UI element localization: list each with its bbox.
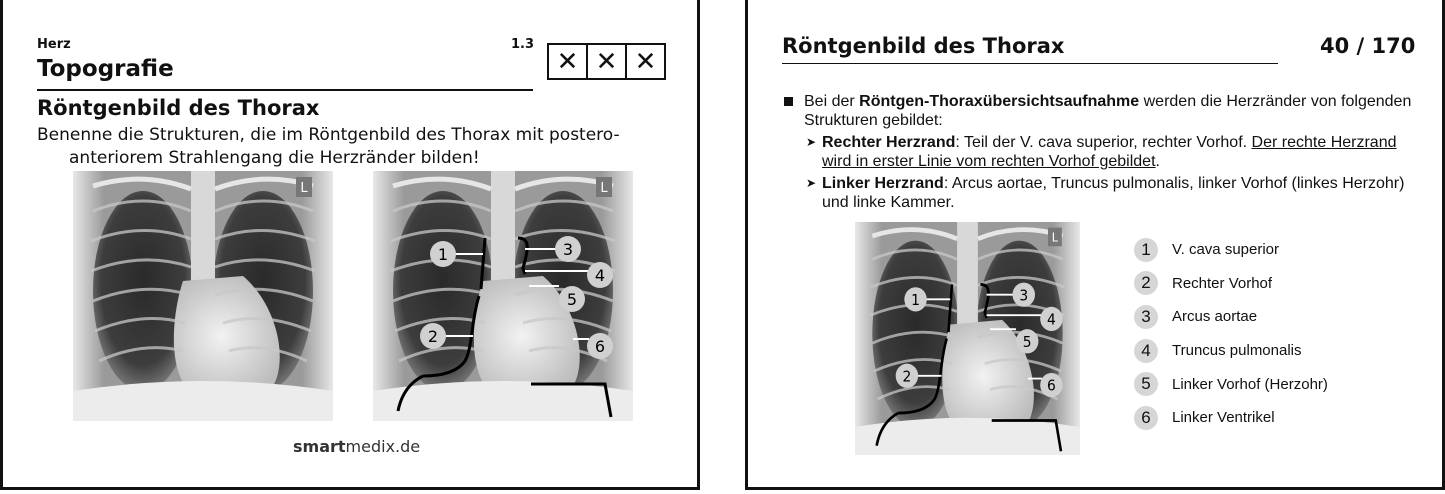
title-divider <box>782 63 1278 64</box>
side-marker: L <box>600 181 608 196</box>
brand-footer <box>293 437 420 456</box>
legend-item <box>1134 401 1328 435</box>
xray-image-annotated <box>373 171 633 421</box>
legend-number-badge: 6 <box>1134 406 1158 430</box>
topic-divider <box>37 89 533 91</box>
structure-legend <box>1134 233 1328 435</box>
answer-text <box>784 92 1424 212</box>
xray-image-plain <box>73 171 333 421</box>
card-number: 1.3 <box>511 37 535 52</box>
svg-text:5: 5 <box>1022 334 1032 352</box>
legend-number-badge: 2 <box>1134 271 1158 295</box>
legend-item <box>1134 367 1328 401</box>
flashcard-front <box>0 0 700 490</box>
progress-marks <box>547 43 666 80</box>
callout-1: 1 <box>437 245 449 264</box>
legend-number-badge: 4 <box>1134 339 1158 363</box>
svg-text:3: 3 <box>1019 287 1029 305</box>
card-counter: 40 / 170 <box>1320 34 1416 58</box>
legend-label: Linker Ventrikel <box>1172 409 1275 427</box>
arrow-bullet-icon: ➤ <box>806 176 817 190</box>
xray-image-annotated-answer <box>855 222 1080 455</box>
bullet-square-icon <box>784 97 793 106</box>
callout-4: 4 <box>594 266 606 285</box>
callout-5: 5 <box>566 290 578 309</box>
mark-box-3[interactable]: ✕ <box>634 46 657 77</box>
legend-number-badge: 1 <box>1134 238 1158 262</box>
legend-item <box>1134 300 1328 334</box>
svg-text:2: 2 <box>902 368 912 386</box>
flashcard-back <box>745 0 1445 490</box>
sub-bullet-right-border: ➤ Rechter Herzrand: Teil der V. cava superior, rechter Vorhof. Der rechte Herzrand wird in erster Linie vom rechten Vorhof gebildet. <box>806 134 1397 170</box>
legend-label: Rechter Vorhof <box>1172 274 1273 292</box>
question-text: Benenne die Strukturen, die im Röntgenbild des Thorax mit postero-anteriorem Strahlengang die Herzränder bilden! <box>37 125 620 168</box>
arrow-bullet-icon: ➤ <box>806 135 817 149</box>
brand-rest: medix.de <box>345 437 421 456</box>
legend-number-badge: 3 <box>1134 305 1158 329</box>
left-border-label: Linker Herzrand <box>822 175 944 192</box>
legend-number-badge: 5 <box>1134 372 1158 396</box>
callout-6: 6 <box>594 337 606 356</box>
side-marker: L <box>1051 230 1059 245</box>
term-bold: Röntgen-Thoraxübersichtsaufnahme <box>859 93 1140 110</box>
callout-2: 2 <box>427 327 439 346</box>
card-category: Herz <box>37 37 71 52</box>
right-border-key-fact: Der rechte Herzrand wird in erster Linie vom rechten Vorhof gebildet <box>822 134 1397 170</box>
legend-label: Truncus pulmonalis <box>1172 342 1302 360</box>
svg-text:1: 1 <box>911 292 920 310</box>
legend-item <box>1134 267 1328 301</box>
legend-item <box>1134 334 1328 368</box>
svg-text:6: 6 <box>1047 378 1056 395</box>
legend-label: Linker Vorhof (Herzohr) <box>1172 375 1328 393</box>
side-marker: L <box>300 181 308 196</box>
svg-text:4: 4 <box>1047 312 1056 329</box>
question-heading: Röntgenbild des Thorax <box>37 96 320 120</box>
card-topic: Topografie <box>37 56 174 82</box>
legend-item <box>1134 233 1328 267</box>
sub-bullet-left-border: ➤ Linker Herzrand: Arcus aortae, Truncus pulmonalis, linker Vorhof (linkes Herzohr) und linke Kammer. <box>806 175 1405 211</box>
legend-label: V. cava superior <box>1172 241 1280 259</box>
answer-title: Röntgenbild des Thorax <box>782 34 1065 58</box>
right-border-label: Rechter Herzrand <box>822 134 956 151</box>
mark-box-2[interactable]: ✕ <box>588 45 627 78</box>
brand-bold: smart <box>293 437 346 456</box>
mark-box-1[interactable]: ✕ <box>549 45 588 78</box>
callout-3: 3 <box>562 240 574 259</box>
legend-label: Arcus aortae <box>1172 308 1258 326</box>
answer-bullet: Bei der Röntgen-Thoraxübersichtsaufnahme werden die Herzränder von folgenden Strukturen gebildet: <box>784 92 1424 130</box>
